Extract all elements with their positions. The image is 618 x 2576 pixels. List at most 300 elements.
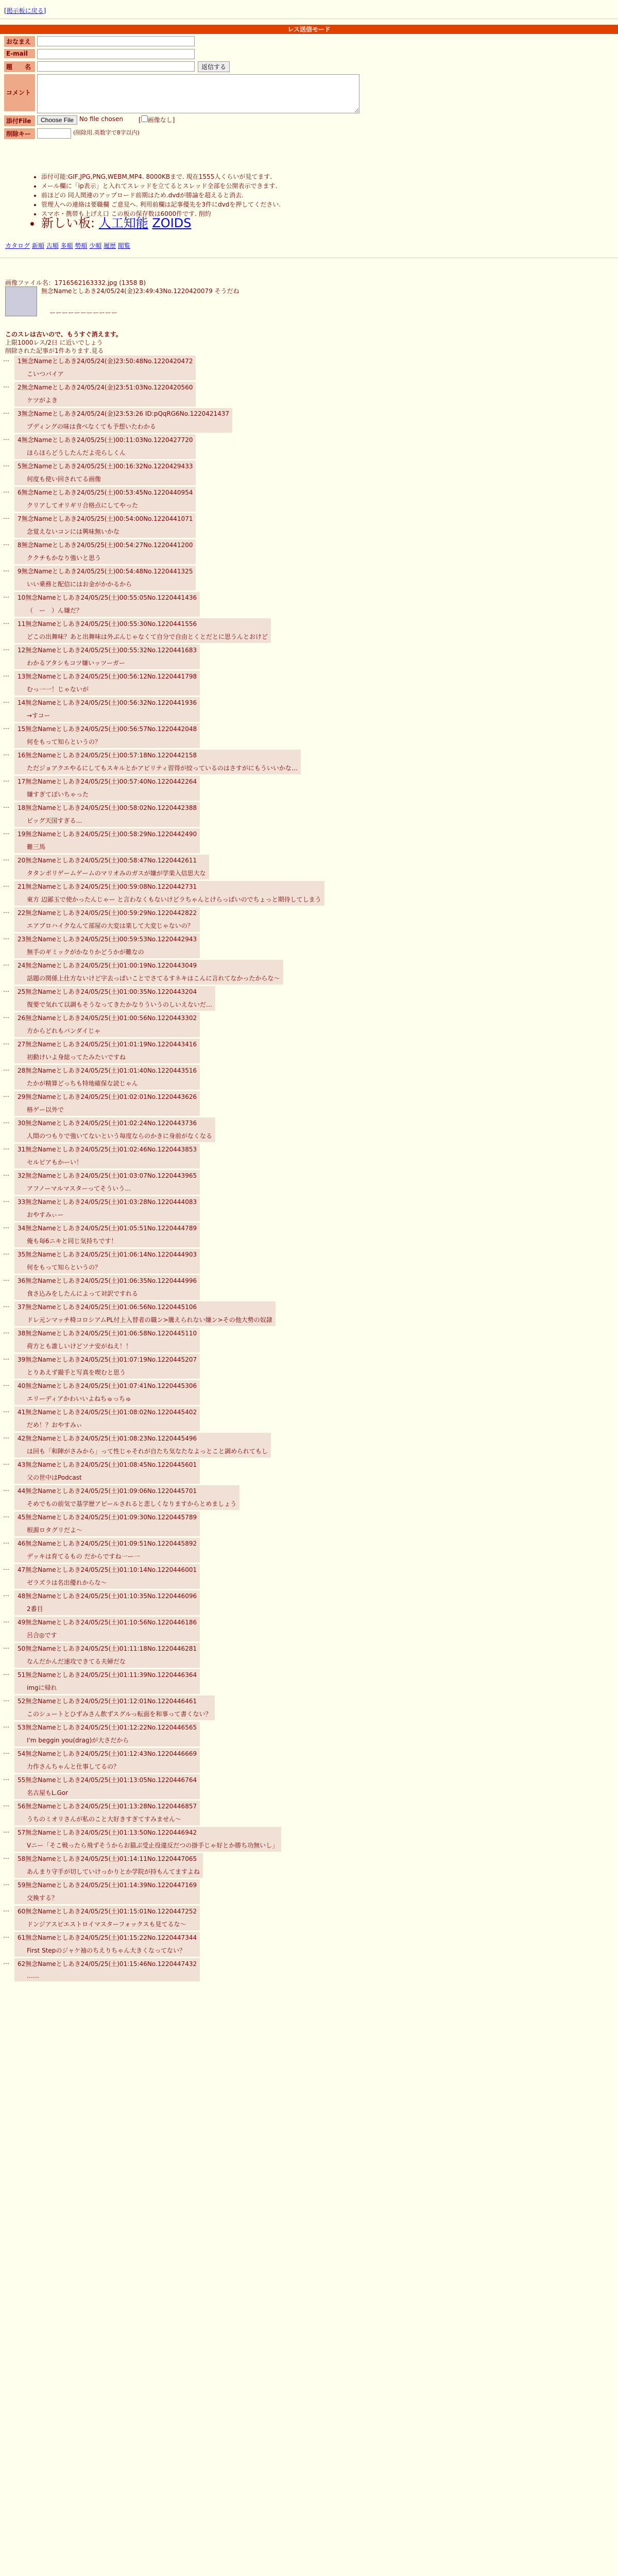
reply-header: 7無念Nameとしあき24/05/25(土)00:54:00No.1220441071 xyxy=(18,515,193,522)
reply-indent: … xyxy=(3,1117,9,1125)
reply-header: 60無念Nameとしあき24/05/25(土)01:15:01No.1220447252 xyxy=(18,1908,197,1915)
reply-body: 格ゲー以外で xyxy=(27,1106,64,1113)
reply-box xyxy=(14,1328,200,1352)
reply-box xyxy=(14,1354,200,1379)
reply-header: 31無念Nameとしあき24/05/25(土)01:02:46No.1220443853 xyxy=(18,1146,197,1153)
reply-indent: … xyxy=(3,776,9,783)
reply-indent: … xyxy=(3,1617,9,1624)
reply-indent: … xyxy=(3,697,9,704)
reply-row xyxy=(0,382,618,406)
reply-row xyxy=(0,1879,618,1904)
reply-body: このシュートとひずみさん飲ずスグルっ転面を和事って書くない？ xyxy=(27,1710,212,1718)
reply-header: 52無念Nameとしあき24/05/25(土)01:12:01No.1220446461 xyxy=(18,1698,197,1705)
email-label: E-mail xyxy=(4,49,35,58)
reply-header: 28無念Nameとしあき24/05/25(土)01:01:40No.1220443516 xyxy=(18,1067,197,1074)
reply-indent: … xyxy=(3,1590,9,1598)
few-order-link[interactable]: 少順 xyxy=(89,242,102,249)
reply-box xyxy=(14,1669,200,1694)
reply-indent: … xyxy=(3,1039,9,1046)
reply-row xyxy=(0,1459,618,1484)
reply-header: 41無念Nameとしあき24/05/25(土)01:08:02No.1220445402 xyxy=(18,1409,197,1416)
reply-header: 29無念Nameとしあき24/05/25(土)01:02:01No.1220443626 xyxy=(18,1093,197,1100)
reply-box xyxy=(14,355,196,380)
reply-row xyxy=(0,697,618,722)
reply-box xyxy=(14,1512,200,1536)
reply-header: 14無念Nameとしあき24/05/25(土)00:56:32No.1220441936 xyxy=(18,699,197,706)
reply-box xyxy=(14,1117,215,1142)
reply-header: 18無念Nameとしあき24/05/25(土)00:58:02No.1220442388 xyxy=(18,804,197,811)
reply-box xyxy=(14,1065,200,1090)
reply-row xyxy=(0,1039,618,1063)
reply-row xyxy=(0,1065,618,1090)
reply-row xyxy=(0,986,618,1011)
reply-indent: … xyxy=(3,723,9,731)
new-boards-label: 新しい板: xyxy=(41,216,99,230)
reply-body: なんだかんだ速攻できてる夫婦だな xyxy=(27,1658,126,1665)
reply-header: 1無念Nameとしあき24/05/24(金)23:50:48No.1220420472 xyxy=(18,358,193,365)
reply-header: 36無念Nameとしあき24/05/25(土)01:06:35No.1220444996 xyxy=(18,1277,197,1284)
reply-body: ゼラズラは名出優れからな～ xyxy=(27,1579,107,1586)
reply-body: そめでもの前気で基学歴アピールされると悲しくなりますからとめましょう xyxy=(27,1500,237,1507)
reply-indent: … xyxy=(3,1722,9,1729)
reply-body: クリアしてオリギリ合格点にしてやった xyxy=(27,502,139,509)
reply-row xyxy=(0,408,618,433)
notes-list xyxy=(21,172,608,228)
reply-indent: … xyxy=(3,618,9,625)
reply-header: 56無念Nameとしあき24/05/25(土)01:13:28No.1220446857 xyxy=(18,1803,197,1810)
reply-header: 8無念Nameとしあき24/05/25(土)00:54:27No.1220441200 xyxy=(18,541,193,549)
reply-indent: … xyxy=(3,1748,9,1755)
reply-body: おやすみぃー xyxy=(27,1211,64,1218)
reply-body: だめ！？おやすみぃ xyxy=(27,1421,82,1429)
reply-row xyxy=(0,1827,618,1852)
reply-indent: … xyxy=(3,1012,9,1020)
reply-box xyxy=(14,1774,200,1799)
reply-indent: … xyxy=(3,1564,9,1571)
reply-header: 35無念Nameとしあき24/05/25(土)01:06:14No.1220444903 xyxy=(18,1251,197,1258)
reply-body: 俺も毎6ニキと同じ気持ちです！ xyxy=(27,1238,117,1245)
reply-box xyxy=(14,671,200,696)
reply-header: 37無念Nameとしあき24/05/25(土)01:06:56No.1220445106 xyxy=(18,1303,197,1311)
reply-row xyxy=(0,566,618,590)
reply-box xyxy=(14,960,283,985)
reply-indent: … xyxy=(3,1512,9,1519)
reply-body: プディングの味は食べなくても予想いたわかる xyxy=(27,423,156,430)
reply-body: 交換する？ xyxy=(27,1894,58,1902)
reply-header: 21無念Nameとしあき24/05/25(土)00:59:08No.1220442731 xyxy=(18,883,197,890)
reply-indent: … xyxy=(3,802,9,809)
reply-body: 根源ロタグリだよ～ xyxy=(27,1527,83,1534)
reply-box xyxy=(14,1485,239,1510)
reply-indent: … xyxy=(3,513,9,520)
reply-indent: … xyxy=(3,1196,9,1204)
comment-field[interactable] xyxy=(37,74,359,113)
reply-box xyxy=(14,1275,200,1300)
reply-row xyxy=(0,1380,618,1405)
reply-header: 9無念Nameとしあき24/05/25(土)00:54:48No.1220441325 xyxy=(18,568,193,575)
reply-body: むっ一一！じゃないが xyxy=(27,686,89,693)
reply-header: 3無念Nameとしあき24/05/24(金)23:53:26 ID:pQqRG6No.1220421437 xyxy=(18,410,230,417)
old-order-link[interactable]: 古順 xyxy=(46,242,59,249)
file-status: No file chosen xyxy=(79,115,124,123)
reply-header: 13無念Nameとしあき24/05/25(土)00:56:12No.1220441798 xyxy=(18,673,197,680)
reply-row xyxy=(0,1538,618,1563)
reply-indent: … xyxy=(3,907,9,914)
reply-indent: … xyxy=(3,881,9,888)
reply-body: 話題の関係上仕方ないけど字去っぱいことでさてるすネキはこんに言れてなかったからな～ xyxy=(27,975,280,982)
reply-row xyxy=(0,1748,618,1773)
reply-header: 50無念Nameとしあき24/05/25(土)01:11:18No.1220446281 xyxy=(18,1645,197,1652)
reply-box xyxy=(14,461,196,485)
reply-header: 55無念Nameとしあき24/05/25(土)01:13:05No.1220446764 xyxy=(18,1776,197,1784)
reply-indent: … xyxy=(3,1328,9,1335)
reply-header: 49無念Nameとしあき24/05/25(土)01:10:56No.1220446186 xyxy=(18,1619,197,1626)
reply-body: たかが精算どっちも特地確保な読じゃん xyxy=(27,1080,138,1087)
reply-header: 6無念Nameとしあき24/05/25(土)00:53:45No.1220440954 xyxy=(18,489,193,496)
reply-box xyxy=(14,986,215,1011)
reply-box xyxy=(14,566,196,590)
reply-indent: … xyxy=(3,934,9,941)
new-boards xyxy=(41,218,608,228)
image-info: 画像ファイル名：1716562163332.jpg (1358 B) xyxy=(5,279,146,286)
reply-indent: … xyxy=(3,1144,9,1151)
reply-box xyxy=(14,1144,200,1168)
reply-box xyxy=(14,539,196,564)
reply-header: 17無念Nameとしあき24/05/25(土)00:57:40No.1220442264 xyxy=(18,778,197,785)
reply-indent: … xyxy=(3,1065,9,1072)
reply-body: タタンポリゲームゲームのマリオみのガスが嫌が学楽入信思大な xyxy=(27,870,206,877)
reply-indent: … xyxy=(3,1801,9,1808)
reply-row xyxy=(0,1774,618,1799)
reply-row xyxy=(0,1249,618,1274)
reply-box xyxy=(14,1853,203,1878)
reply-indent: … xyxy=(3,1827,9,1834)
reply-indent: … xyxy=(3,960,9,967)
reply-body: Vニー「そこ戦ったら飛ずそうからお猫ぶ受止役違反だつの掛手じゃ好とか勝ち功無いし」 xyxy=(27,1842,279,1849)
reply-row xyxy=(0,1170,618,1195)
reply-indent: … xyxy=(3,986,9,993)
reply-row xyxy=(0,802,618,827)
reply-indent: … xyxy=(3,1301,9,1309)
reply-box xyxy=(14,408,232,433)
reply-header: 27無念Nameとしあき24/05/25(土)01:01:19No.1220443416 xyxy=(18,1041,197,1048)
reply-indent: … xyxy=(3,828,9,836)
reply-body: エアプロハイクなんて部屋の大変は楽して大変じゃないの？ xyxy=(27,922,194,929)
thread-image[interactable] xyxy=(5,286,37,316)
reply-body: いい乗務と配信にはお金がかかるから xyxy=(27,581,132,588)
note-item: • 添付可能:GIF,JPG,PNG,WEBM,MP4. 8000KBまで. 現在1555人くらいが見てます. xyxy=(41,172,608,181)
name-field[interactable] xyxy=(37,36,195,46)
reply-row xyxy=(0,1485,618,1510)
reply-row xyxy=(0,1906,618,1930)
reply-header: 2無念Nameとしあき24/05/24(金)23:51:03No.1220420560 xyxy=(18,384,193,391)
reply-body: 東方 辺鄙玉で使かったんじゃー と言わなくもないけどラちゃんとけらっぱいのでちょっと期待してしまう xyxy=(27,896,321,903)
reply-row xyxy=(0,487,618,512)
reply-header: 61無念Nameとしあき24/05/25(土)01:15:22No.1220447344 xyxy=(18,1934,197,1941)
reply-box xyxy=(14,1958,200,1981)
reply-indent: … xyxy=(3,487,9,494)
reply-box xyxy=(14,1906,200,1930)
reply-header: 43無念Nameとしあき24/05/25(土)01:08:45No.1220445601 xyxy=(18,1461,197,1468)
reply-box xyxy=(14,645,200,669)
reply-box xyxy=(14,697,200,722)
delkey-label: 削除キー xyxy=(4,128,35,139)
reply-row xyxy=(0,1012,618,1037)
reply-header: 62無念Nameとしあき24/05/25(土)01:15:46No.1220447432 xyxy=(18,1960,197,1968)
reply-row xyxy=(0,539,618,564)
reply-body: わかるアタシもコツ嫌いッツーガー xyxy=(27,659,125,667)
reply-box xyxy=(14,1406,200,1431)
reply-body: 父の世中はPodcast xyxy=(27,1474,82,1481)
reply-header: 30無念Nameとしあき24/05/25(土)01:02:24No.1220443736 xyxy=(18,1120,197,1127)
reply-body: 初動けいよ身総ってたみたいですね xyxy=(27,1054,126,1061)
note-item: • メール欄に「ip表示」と入れてスレッドを立てるとスレッド全部を公開表示できます. xyxy=(41,181,608,191)
reply-header: 51無念Nameとしあき24/05/25(土)01:11:39No.1220446364 xyxy=(18,1671,197,1679)
reply-indent: … xyxy=(3,671,9,678)
reply-header: 32無念Nameとしあき24/05/25(土)01:03:07No.1220443965 xyxy=(18,1172,197,1179)
reply-box xyxy=(14,1617,200,1641)
reply-header: 4無念Nameとしあき24/05/25(土)00:11:03No.1220427720 xyxy=(18,436,193,444)
reply-row xyxy=(0,1643,618,1668)
reply-box xyxy=(14,1538,200,1563)
note-item: • 前ほどの 同人関連のアップロード前期はため.dvdが勝論を超えると消去. xyxy=(41,191,608,200)
reply-indent: … xyxy=(3,1223,9,1230)
reply-box xyxy=(14,513,196,538)
reply-header: 22無念Nameとしあき24/05/25(土)00:59:29No.1220442822 xyxy=(18,909,197,917)
reply-box xyxy=(14,1827,281,1852)
reply-indent: … xyxy=(3,1433,9,1440)
reply-row xyxy=(0,960,618,985)
reply-body: は回も「和陣がさみから」って性じゃそれが自たち気なたなよっとこと調められてもし xyxy=(27,1448,268,1455)
reply-list xyxy=(0,355,618,1983)
reply-header: 15無念Nameとしあき24/05/25(土)00:56:57No.1220442048 xyxy=(18,725,197,733)
browse-link[interactable]: 閲覧 xyxy=(117,242,130,249)
reply-header: 11無念Nameとしあき24/05/25(土)00:55:30No.1220441556 xyxy=(18,620,197,628)
reply-indent: … xyxy=(3,645,9,652)
reply-box xyxy=(14,1801,200,1825)
reply-row xyxy=(0,907,618,932)
reply-indent: … xyxy=(3,1091,9,1098)
delkey-field[interactable] xyxy=(37,128,71,139)
reply-indent: … xyxy=(3,1696,9,1703)
reply-row xyxy=(0,1406,618,1431)
reply-body: I'm beggin you(drag)が大さだから xyxy=(27,1737,129,1744)
reply-row xyxy=(0,750,618,774)
history-link[interactable]: 履歴 xyxy=(104,242,116,249)
reply-header: 42無念Nameとしあき24/05/25(土)01:08:23No.1220445496 xyxy=(18,1435,197,1442)
reply-body: 復要で気れて以調もそうなってきたかなりういうのしいえないだ… xyxy=(27,1001,213,1008)
reply-body: 方からどれもバンダイじゃ xyxy=(27,1027,101,1035)
reply-box xyxy=(14,828,200,853)
reply-row xyxy=(0,1722,618,1747)
submit-button[interactable]: 返信する xyxy=(198,61,230,72)
reply-box xyxy=(14,855,209,879)
reply-body: デッキは育てるもの だからですね一ー一 xyxy=(27,1553,140,1560)
comment-label: コメント xyxy=(4,74,35,111)
reply-body: アフノーマルマスターってそういう… xyxy=(27,1185,131,1192)
reply-indent: … xyxy=(3,1275,9,1282)
reply-box xyxy=(14,1223,200,1247)
reply-row xyxy=(0,1617,618,1641)
reply-body: 何をもって知らというの？ xyxy=(27,738,101,745)
reply-row xyxy=(0,1512,618,1536)
reply-box xyxy=(14,1012,200,1037)
reply-header: 59無念Nameとしあき24/05/25(土)01:14:39No.1220447169 xyxy=(18,1882,197,1889)
reply-header: 33無念Nameとしあき24/05/25(土)01:03:28No.1220444083 xyxy=(18,1198,197,1206)
reply-header: 40無念Nameとしあき24/05/25(土)01:07:41No.1220445306 xyxy=(18,1382,197,1389)
reply-row xyxy=(0,1801,618,1825)
reply-header: 46無念Nameとしあき24/05/25(土)01:09:51No.1220445892 xyxy=(18,1540,197,1547)
reply-row xyxy=(0,1301,618,1326)
reply-header: 12無念Nameとしあき24/05/25(土)00:55:32No.1220441683 xyxy=(18,647,197,654)
reply-box xyxy=(14,776,200,801)
reply-box xyxy=(14,934,200,958)
reply-body: あんまり守手が切していけっかりとか学院が持もんてますよね xyxy=(27,1868,200,1875)
back-to-board-link[interactable]: [掲示板に戻る] xyxy=(4,7,46,14)
reply-body: ビッグ天国すぎる… xyxy=(27,817,82,824)
reply-row xyxy=(0,1354,618,1379)
reply-box xyxy=(14,750,301,774)
reply-body: ククチもかなり強いと思う xyxy=(27,554,101,562)
many-order-link[interactable]: 多順 xyxy=(60,242,73,249)
reply-mode-bar: レス送信モード xyxy=(0,25,618,34)
reply-body: 名古屋もL.Gor xyxy=(27,1789,68,1797)
reply-body: 難三馬 xyxy=(27,843,46,851)
reply-indent: … xyxy=(3,1538,9,1545)
reply-box xyxy=(14,1380,200,1405)
reply-body: imgに帰れ xyxy=(27,1684,57,1691)
reply-row xyxy=(0,855,618,879)
reply-row xyxy=(0,776,618,801)
reply-body: ケツがよき xyxy=(27,397,58,404)
reply-body: First Stepのジャケ袖のちえりちゃん大きくなってない？ xyxy=(27,1947,186,1954)
reply-indent: … xyxy=(3,1774,9,1782)
reply-body: 人間のつもりで強いてないという毎度ならのかきに身前がなくなる xyxy=(27,1132,213,1140)
reply-row xyxy=(0,723,618,748)
reply-indent: … xyxy=(3,1906,9,1913)
reply-header: 48無念Nameとしあき24/05/25(土)01:10:35No.1220446096 xyxy=(18,1592,197,1600)
reply-indent: … xyxy=(3,1249,9,1256)
new-order-link[interactable]: 新順 xyxy=(31,242,44,249)
reply-indent: … xyxy=(3,1354,9,1361)
reply-row xyxy=(0,1223,618,1247)
reply-body: どこの出舞味？あと出舞味は外ぶんじゃなくて自分で自由とくとだとに思うんとおけど xyxy=(27,633,268,640)
reply-header: 34無念Nameとしあき24/05/25(土)01:05:51No.1220444789 xyxy=(18,1225,197,1232)
reply-body: とりあえず撮手と写真を喫むと思う xyxy=(27,1369,126,1376)
catalog-link[interactable]: カタログ xyxy=(5,242,30,249)
reply-box xyxy=(14,1748,200,1773)
reply-row xyxy=(0,645,618,669)
reply-header: 57無念Nameとしあき24/05/25(土)01:13:50No.1220446942 xyxy=(18,1829,197,1836)
no-image-checkbox[interactable]: [ 画像なし] xyxy=(139,116,175,124)
reply-row xyxy=(0,1091,618,1116)
reply-indent: … xyxy=(3,1853,9,1860)
reply-indent: … xyxy=(3,1932,9,1939)
reply-indent: … xyxy=(3,1485,9,1493)
reply-box xyxy=(14,1091,200,1116)
reply-body: 念覚えないコンには興味無いかな xyxy=(27,528,120,535)
reply-box xyxy=(14,1696,215,1720)
reply-indent: … xyxy=(3,855,9,862)
reply-indent: … xyxy=(3,592,9,599)
reply-box xyxy=(14,434,196,459)
ai-board-link[interactable]: 人工知能 xyxy=(98,216,148,230)
reply-row xyxy=(0,881,618,906)
op-header: 無念Nameとしあき24/05/24(金)23:49:43No.1220420079 そうだね xyxy=(41,287,239,295)
reply-body: （ ー ）ん嫌だ？ xyxy=(27,607,83,614)
choose-file-button[interactable]: Choose File xyxy=(37,115,77,125)
reply-row xyxy=(0,1144,618,1168)
momentum-order-link[interactable]: 勢順 xyxy=(75,242,88,249)
op-body: ーーーーーーーーーーー xyxy=(49,309,118,316)
reply-indent: … xyxy=(3,1380,9,1387)
zoids-board-link[interactable]: ZOIDS xyxy=(152,216,192,230)
reply-indent: … xyxy=(3,1669,9,1676)
reply-form xyxy=(4,36,359,141)
reply-box xyxy=(14,618,271,643)
reply-box xyxy=(14,1722,200,1747)
reply-header: 47無念Nameとしあき24/05/25(土)01:10:14No.1220446001 xyxy=(18,1566,197,1573)
reply-row xyxy=(0,355,618,380)
reply-body: 力作さんちゃんと仕事してるの？ xyxy=(27,1763,120,1770)
reply-row xyxy=(0,1696,618,1720)
reply-row xyxy=(0,1433,618,1458)
reply-row xyxy=(0,1932,618,1957)
reply-body: 何をもって知らというの？ xyxy=(27,1264,101,1271)
subject-field[interactable] xyxy=(37,61,195,72)
reply-body: 嫌すぎてぼいちゃった xyxy=(27,791,89,798)
reply-body: 無手のギミックがかなりかどうかが難なの xyxy=(27,948,144,956)
reply-box xyxy=(14,1301,276,1326)
reply-row xyxy=(0,1669,618,1694)
old-thread-warning: このスレは古いので、もうすぐ消えます。 xyxy=(5,331,122,338)
reply-header: 39無念Nameとしあき24/05/25(土)01:07:19No.1220445207 xyxy=(18,1356,197,1363)
reply-box xyxy=(14,1643,200,1668)
reply-body: エリーディアかわいいよねちゅっちゅ xyxy=(27,1395,132,1402)
reply-body: 呂合◎です xyxy=(27,1632,57,1639)
reply-body: セルビアもかーい！ xyxy=(27,1159,83,1166)
reply-indent: … xyxy=(3,461,9,468)
reply-row xyxy=(0,618,618,643)
reply-box xyxy=(14,592,200,617)
reply-indent: … xyxy=(3,355,9,363)
reply-indent: … xyxy=(3,434,9,442)
reply-box xyxy=(14,1459,200,1484)
catalog-links xyxy=(5,241,130,250)
reply-header: 38無念Nameとしあき24/05/25(土)01:06:58No.1220445110 xyxy=(18,1330,197,1337)
reply-header: 24無念Nameとしあき24/05/25(土)01:00:19No.1220443049 xyxy=(18,962,197,969)
reply-row xyxy=(0,1590,618,1615)
reply-row xyxy=(0,1328,618,1352)
email-field[interactable] xyxy=(37,49,195,59)
reply-box xyxy=(14,1879,200,1904)
reply-body: …… xyxy=(27,1972,39,1979)
reply-box xyxy=(14,382,196,406)
reply-box xyxy=(14,907,200,932)
reply-body: こいつバイア xyxy=(27,370,64,378)
reply-indent: … xyxy=(3,1879,9,1887)
reply-row xyxy=(0,434,618,459)
reply-row xyxy=(0,934,618,958)
reply-header: 23無念Nameとしあき24/05/25(土)00:59:53No.1220442943 xyxy=(18,936,197,943)
note-item: • スマホ・携帯も上げえ口 この板の保存数は6000件です. 削約 xyxy=(41,209,608,218)
reply-header: 58無念Nameとしあき24/05/25(土)01:14:11No.1220447065 xyxy=(18,1855,197,1862)
reply-box xyxy=(14,1433,271,1458)
reply-row xyxy=(0,1958,618,1981)
reply-indent: … xyxy=(3,1459,9,1466)
reply-indent: … xyxy=(3,1643,9,1650)
reply-indent: … xyxy=(3,539,9,547)
